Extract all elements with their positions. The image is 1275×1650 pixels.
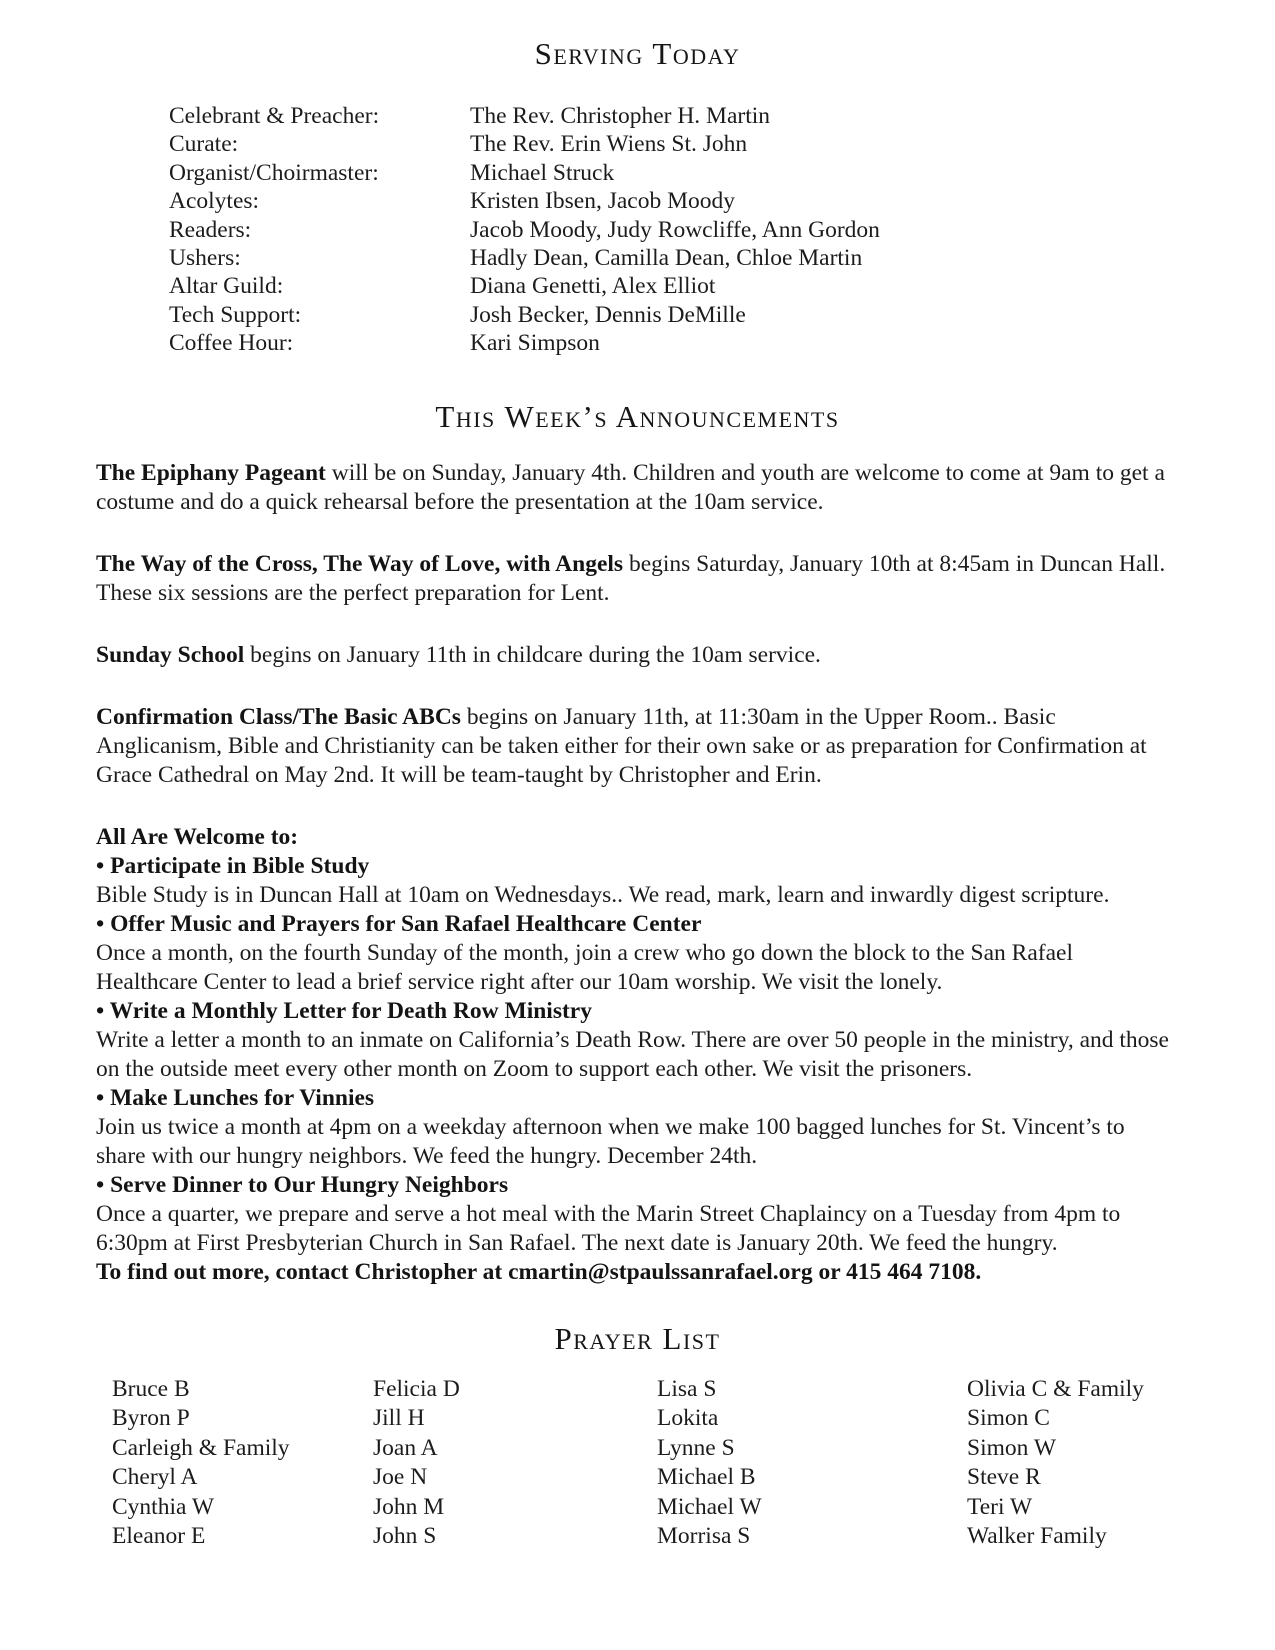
serving-role-names: Kari Simpson	[470, 330, 600, 357]
prayer-column	[112, 1375, 373, 1552]
announcement-text: begins on January 11th in childcare during the 10am service.	[244, 641, 821, 668]
serving-role-names: Hadly Dean, Camilla Dean, Chloe Martin	[470, 245, 863, 272]
prayer-name: Bruce B	[112, 1375, 190, 1402]
serving-role-label: Organist/Choirmaster:	[169, 159, 379, 186]
serving-role-names: Kristen Ibsen, Jacob Moody	[470, 188, 735, 215]
prayer-name: Felicia D	[373, 1375, 460, 1402]
prayer-name: Walker Family	[967, 1523, 1107, 1550]
prayer-name: Simon C	[967, 1405, 1050, 1432]
prayer-name: Cheryl A	[112, 1464, 198, 1491]
serving-role-names: The Rev. Erin Wiens St. John	[470, 131, 748, 158]
prayer-name: Olivia C & Family	[967, 1375, 1144, 1402]
prayer-list-heading: Prayer List	[554, 1320, 721, 1356]
serving-row	[169, 329, 1179, 357]
prayer-name: John M	[373, 1493, 445, 1520]
bullet-title: • Serve Dinner to Our Hungry Neighbors	[96, 1171, 509, 1198]
serving-row	[169, 130, 1179, 158]
announcement-text: begins on January 11th, at 11:30am in the Upper Room.. Basic Anglicanism, Bible and Christianity can be taken either for their own sake or as preparation for Confirmation at Grace Cathedral on May 2nd. It will be team-taught by Christopher and Erin.	[96, 703, 1147, 788]
serving-row	[169, 102, 1179, 130]
prayer-name: Michael W	[657, 1493, 762, 1520]
announcement-paragraph	[96, 641, 1179, 670]
serving-row	[169, 216, 1179, 244]
welcome-block	[96, 823, 1179, 1287]
serving-role-names: Jacob Moody, Judy Rowcliffe, Ann Gordon	[470, 216, 880, 243]
announcement-paragraphs	[96, 459, 1179, 790]
serving-role-names: Diana Genetti, Alex Elliot	[470, 273, 716, 300]
serving-role-label: Coffee Hour:	[169, 330, 294, 357]
prayer-name: Simon W	[967, 1434, 1057, 1461]
serving-role-label: Readers:	[169, 216, 252, 243]
bullet-text: Join us twice a month at 4pm on a weekday afternoon when we make 100 bagged lunches for St. Vincent’s to share with our hungry neighbors. We feed the hungry. December 24th.	[96, 1113, 1125, 1169]
prayer-name: Joe N	[373, 1464, 428, 1491]
serving-today-heading: Serving Today	[534, 36, 741, 71]
prayer-name: Lisa S	[657, 1375, 717, 1402]
bullet-text: Bible Study is in Duncan Hall at 10am on Wednesdays.. We read, mark, learn and inwardly digest scripture.	[96, 881, 1110, 908]
prayer-list	[112, 1375, 1179, 1552]
prayer-name: Michael B	[657, 1464, 756, 1491]
prayer-name: Eleanor E	[112, 1523, 206, 1550]
serving-row	[169, 272, 1179, 300]
prayer-name: Joan A	[373, 1434, 438, 1461]
serving-role-label: Ushers:	[169, 245, 241, 272]
bullet-title: • Offer Music and Prayers for San Rafael Healthcare Center	[96, 910, 702, 937]
serving-role-label: Acolytes:	[169, 188, 260, 215]
prayer-name: Steve R	[967, 1464, 1041, 1491]
serving-role-names: Michael Struck	[470, 159, 615, 186]
bullet-title: • Make Lunches for Vinnies	[96, 1084, 375, 1111]
announcement-lead: The Epiphany Pageant	[96, 459, 326, 486]
bullet-title: • Write a Monthly Letter for Death Row Ministry	[96, 997, 592, 1024]
prayer-name: Carleigh & Family	[112, 1434, 290, 1461]
serving-row	[169, 187, 1179, 215]
prayer-name: Byron P	[112, 1405, 190, 1432]
contact-line: To find out more, contact Christopher at cmartin@stpaulssanrafael.org or 415 464 7108.	[96, 1258, 982, 1285]
announcement-paragraph	[96, 550, 1179, 608]
serving-row	[169, 159, 1179, 187]
announcement-text: will be on Sunday, January 4th. Children and youth are welcome to come at 9am to get a costume and do a quick rehearsal before the presentation at the 10am service.	[96, 459, 1165, 515]
bullet-text: Once a month, on the fourth Sunday of the month, join a crew who go down the block to the San Rafael Healthcare Center to lead a brief service right after our 10am worship. We visit the lonely.	[96, 939, 1073, 995]
prayer-column	[657, 1375, 967, 1552]
prayer-name: Jill H	[373, 1405, 425, 1432]
serving-role-label: Curate:	[169, 131, 239, 158]
prayer-column	[373, 1375, 657, 1552]
serving-role-names: The Rev. Christopher H. Martin	[470, 103, 771, 129]
prayer-name: John S	[373, 1523, 437, 1550]
announcement-paragraph	[96, 703, 1179, 790]
serving-role-names: Josh Becker, Dennis DeMille	[470, 301, 746, 328]
bullet-text: Once a quarter, we prepare and serve a hot meal with the Marin Street Chaplaincy on a Tuesday from 4pm to 6:30pm at First Presbyterian Church in San Rafael. The next date is January 20th. We feed the hungry.	[96, 1200, 1121, 1256]
prayer-name: Lokita	[657, 1405, 719, 1432]
serving-row	[169, 244, 1179, 272]
prayer-column	[967, 1375, 1179, 1552]
serving-row	[169, 301, 1179, 329]
announcement-lead: Confirmation Class/The Basic ABCs	[96, 703, 461, 730]
serving-role-label: Celebrant & Preacher:	[169, 103, 380, 129]
serving-role-label: Tech Support:	[169, 301, 302, 328]
prayer-name: Cynthia W	[112, 1493, 215, 1520]
announcements-heading: This Week’s Announcements	[435, 398, 840, 434]
announcement-lead: The Way of the Cross, The Way of Love, with Angels	[96, 550, 624, 577]
prayer-name: Lynne S	[657, 1434, 735, 1461]
bullet-text: Write a letter a month to an inmate on California’s Death Row. There are over 50 people in the ministry, and those on the outside meet every other month on Zoom to support each other. We visit the prisoners.	[96, 1026, 1169, 1082]
announcement-paragraph	[96, 459, 1179, 517]
bullet-title: • Participate in Bible Study	[96, 852, 370, 879]
ministry-bullet-list	[96, 852, 1179, 1258]
welcome-header: All Are Welcome to:	[96, 823, 299, 850]
prayer-name: Morrisa S	[657, 1523, 751, 1550]
serving-today-list	[169, 102, 1179, 358]
prayer-name: Teri W	[967, 1493, 1033, 1520]
announcement-text: begins Saturday, January 10th at 8:45am in Duncan Hall. These six sessions are the perfect preparation for Lent.	[96, 550, 1166, 606]
announcement-lead: Sunday School	[96, 641, 245, 668]
serving-role-label: Altar Guild:	[169, 273, 284, 300]
